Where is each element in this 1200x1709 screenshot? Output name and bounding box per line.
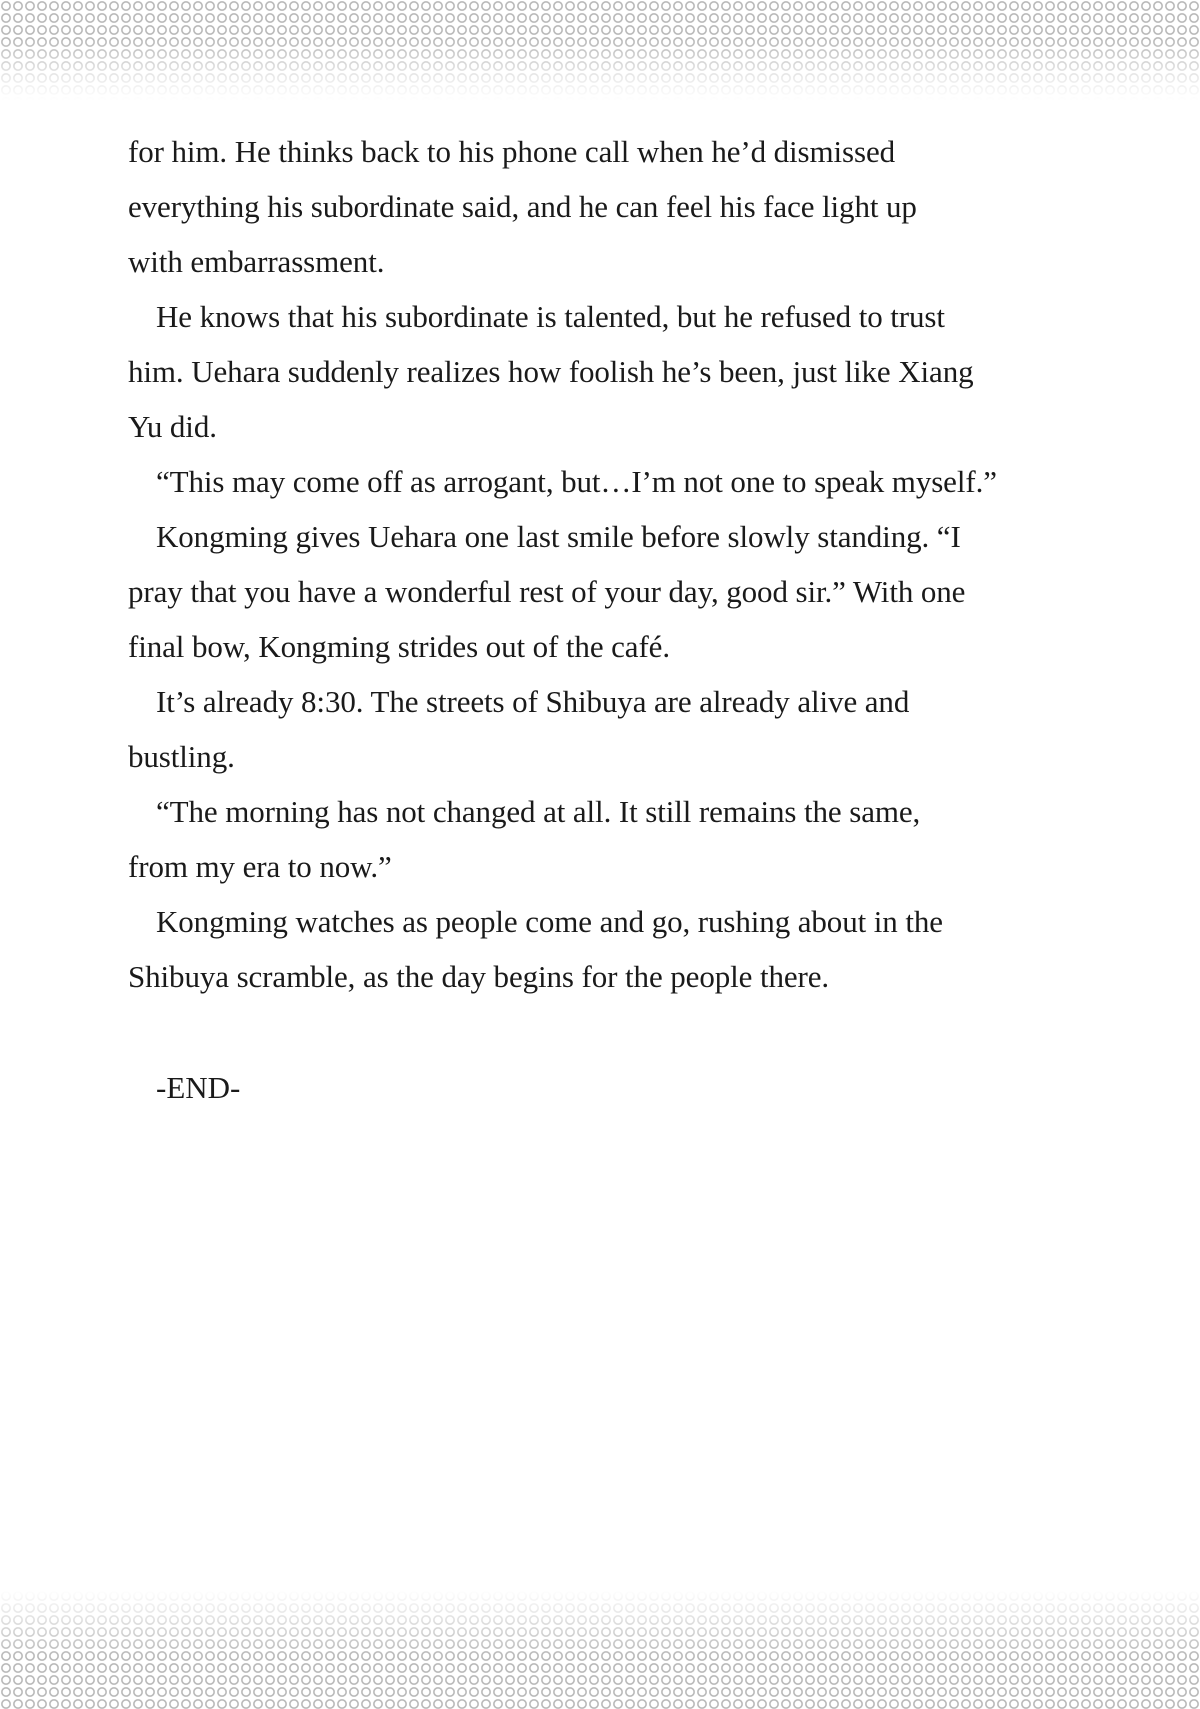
text-line: “This may come off as arrogant, but…I’m not one to speak myself.” bbox=[156, 464, 997, 499]
text-line: He knows that his subordinate is talented, but he refused to trust bbox=[156, 299, 945, 334]
text-line: with embarrassment. bbox=[128, 244, 385, 279]
text-line: “The morning has not changed at all. It still remains the same, bbox=[156, 794, 921, 829]
paragraph-5 bbox=[128, 674, 1088, 784]
text-line: for him. He thinks back to his phone call when he’d dismissed bbox=[128, 134, 896, 169]
text-line: final bow, Kongming strides out of the café. bbox=[128, 629, 670, 664]
text-line: Kongming gives Uehara one last smile before slowly standing. “I bbox=[156, 519, 961, 554]
paragraph-1 bbox=[128, 124, 1088, 289]
text-line: pray that you have a wonderful rest of your day, good sir.” With one bbox=[128, 574, 966, 609]
text-line: Yu did. bbox=[128, 409, 217, 444]
top-decorative-pattern bbox=[0, 0, 1200, 100]
text-line: him. Uehara suddenly realizes how foolish he’s been, just like Xiang bbox=[128, 354, 974, 389]
paragraph-3 bbox=[128, 454, 1088, 509]
text-line: bustling. bbox=[128, 739, 235, 774]
end-marker: -END- bbox=[156, 1070, 241, 1105]
bottom-decorative-pattern bbox=[0, 1590, 1200, 1709]
paragraph-6 bbox=[128, 784, 1088, 894]
paragraph-2 bbox=[128, 289, 1088, 454]
page-body-text bbox=[128, 124, 1088, 1004]
text-line: Shibuya scramble, as the day begins for the people there. bbox=[128, 959, 830, 994]
text-line: from my era to now.” bbox=[128, 849, 392, 884]
paragraph-4 bbox=[128, 509, 1088, 674]
paragraph-7 bbox=[128, 894, 1088, 1004]
text-line: everything his subordinate said, and he can feel his face light up bbox=[128, 189, 917, 224]
text-line: Kongming watches as people come and go, rushing about in the bbox=[156, 904, 943, 939]
text-line: It’s already 8:30. The streets of Shibuya are already alive and bbox=[156, 684, 910, 719]
